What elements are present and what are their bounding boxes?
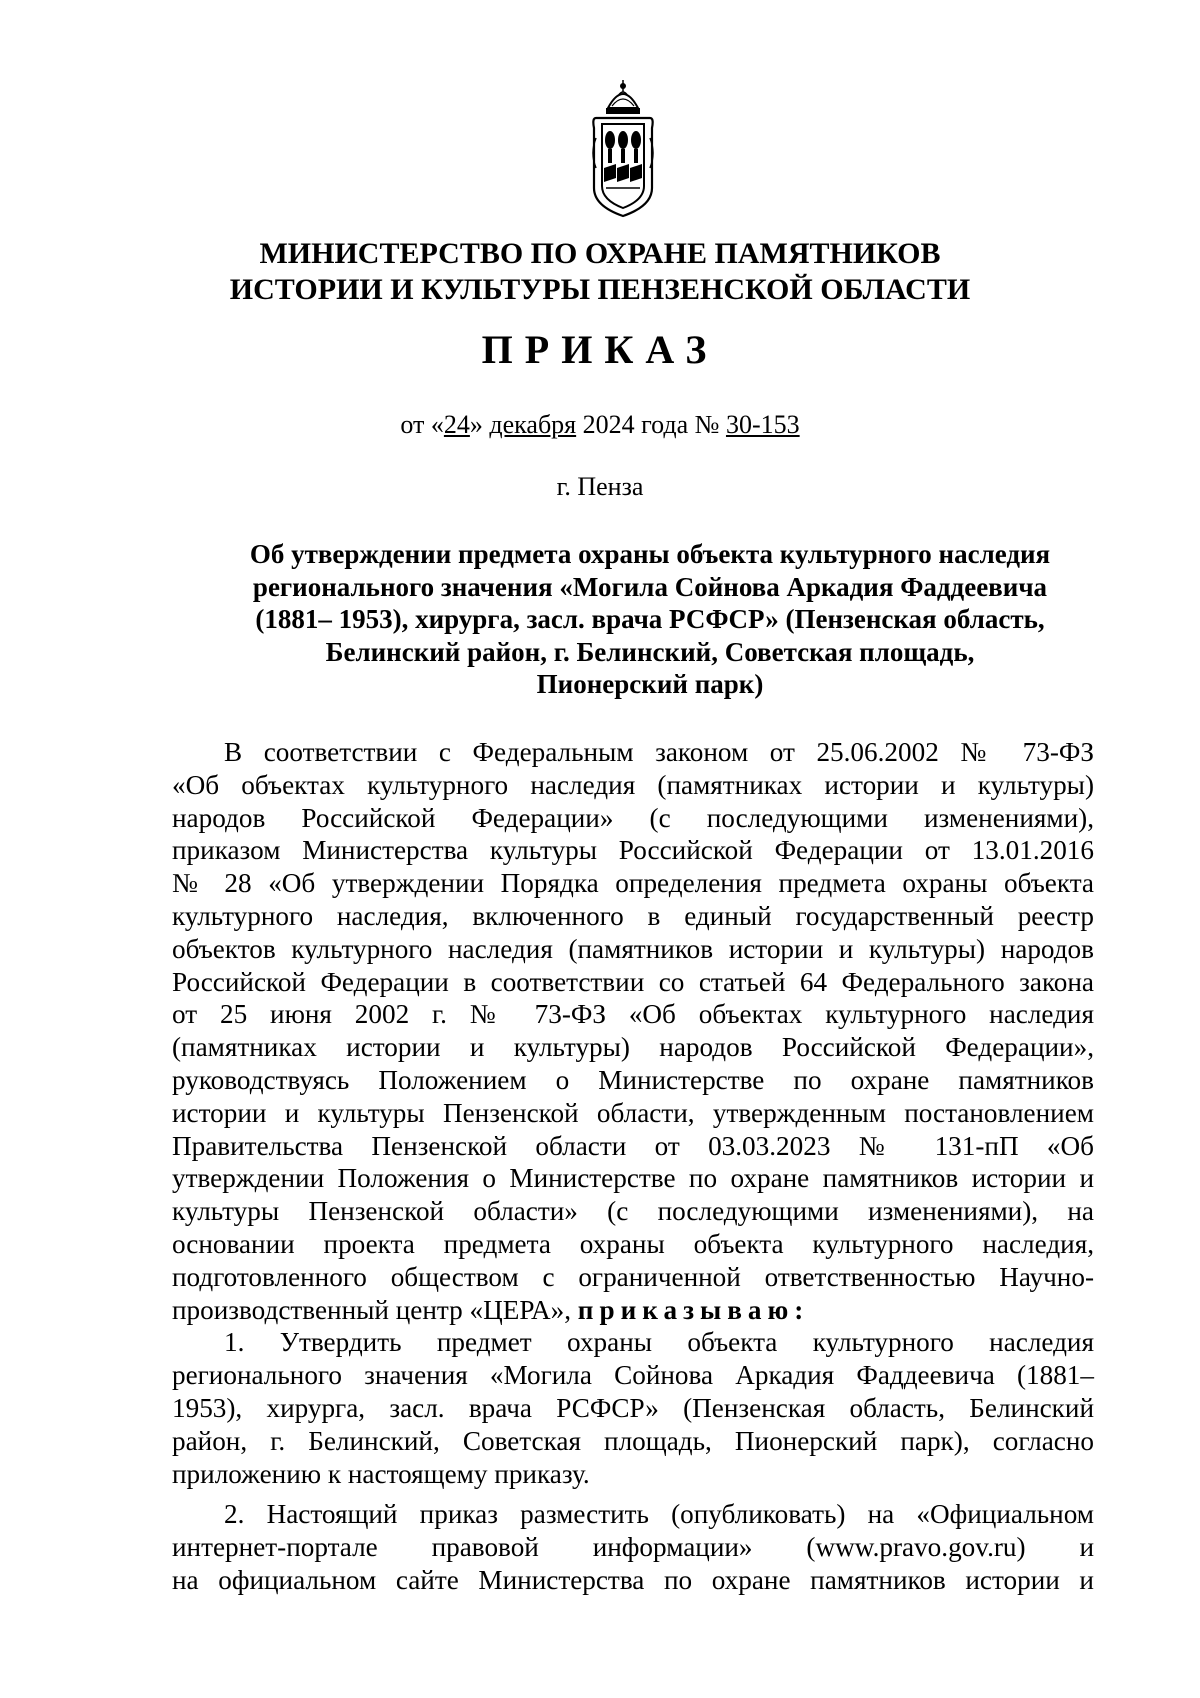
subject-line: (1881– 1953), хирурга, засл. врача РСФСР» (Пензенская область, [255,604,1045,634]
order-subject [200,538,1100,701]
text-line: Российской Федерации в соответствии со статьей 64 Федерального закона [172,966,1094,997]
document-type-title: ПРИКАЗ [481,327,719,372]
text-line: 2. Настоящий приказ разместить (опубликовать) на «Официальном [224,1499,1094,1530]
item-2-paragraph [172,1498,1094,1596]
text-line: истории и культуры Пензенской области, утвержденным постановлением [172,1097,1094,1128]
text-line: культуры Пензенской области» (с последующими изменениями), на [172,1196,1094,1227]
order-day: 24 [443,410,470,439]
subject-line: регионального значения «Могила Сойнова Аркадия Фаддеевича [252,571,1048,602]
order-number: 30-153 [725,410,800,439]
text-line: утверждении Положения о Министерстве по охране памятников истории и [172,1163,1094,1194]
order-body [172,736,1094,1597]
order-from: от « [400,410,444,439]
text-line: интернет-портале правовой информации» (www.pravo.gov.ru) и [172,1532,1094,1563]
ministry-name [0,236,1200,308]
text-line: 1953), хирурга, засл. врача РСФСР» (Пензенская область, Белинский [172,1392,1094,1423]
text-line: регионального значения «Могила Сойнова Аркадия Фаддеевича (1881– [172,1360,1094,1391]
text-line: В соответствии с Федеральным законом от 25.06.2002 № 73-ФЗ [224,737,1094,767]
text-line: приказом Министерства культуры Российской Федерации от 13.01.2016 [172,835,1094,866]
subject-line: Белинский район, г. Белинский, Советская площадь, [325,636,975,667]
ministry-line-1: МИНИСТЕРСТВО ПО ОХРАНЕ ПАМЯТНИКОВ [259,237,941,270]
text-line: 1. Утвердить предмет охраны объекта культурного наследия [224,1327,1094,1358]
order-year-text: 2024 года № [576,410,726,439]
text-line: № 28 «Об утверждении Порядка определения предмета охраны объекта [172,868,1094,899]
text-line: (памятниках истории и культуры) народов Российской Федерации», [172,1032,1094,1063]
order-quote-close: » [469,410,490,439]
text-line: от 25 июня 2002 г. № 73-ФЗ «Об объектах культурного наследия [172,999,1094,1030]
text-line: культурного наследия, включенного в единый государственный реестр [172,900,1094,931]
text-line-start: производственный центр «ЦЕРА», [172,1294,578,1325]
text-line: Правительства Пензенской области от 03.03.2023 № 131-пП «Об [172,1130,1094,1161]
paragraph-gap [172,1490,1094,1498]
text-line: район, г. Белинский, Советская площадь, Пионерский парк), согласно [172,1425,1094,1456]
text-line: на официальном сайте Министерства по охране памятников истории и [172,1564,1094,1595]
subject-line: Об утверждении предмета охраны объекта культурного наследия [249,539,1051,569]
text-line: подготовленного обществом с ограниченной ответственностью Научно- [172,1261,1094,1292]
text-line: руководствуясь Положением о Министерстве по охране памятников [172,1064,1094,1095]
city: г. Пенза [556,472,644,501]
item-1-paragraph [172,1326,1094,1490]
order-date-number [0,410,1200,440]
decree-word: приказываю: [577,1294,810,1325]
text-line: «Об объектах культурного наследия (памятниках истории и культуры) [172,769,1094,800]
text-line: приложению к настоящему приказу. [172,1458,590,1489]
preamble-paragraph [172,736,1094,1326]
ministry-line-2: ИСТОРИИ И КУЛЬТУРЫ ПЕНЗЕНСКОЙ ОБЛАСТИ [229,273,971,306]
coat-of-arms-emblem [590,78,656,218]
text-line: основании проекта предмета охраны объекта культурного наследия, [172,1228,1094,1259]
text-line: народов Российской Федерации» (с последующими изменениями), [172,802,1094,833]
subject-line: Пионерский парк) [536,669,764,699]
order-month: декабря [489,410,577,439]
text-line [172,1294,1094,1327]
text-line: объектов культурного наследия (памятников истории и культуры) народов [172,933,1094,964]
